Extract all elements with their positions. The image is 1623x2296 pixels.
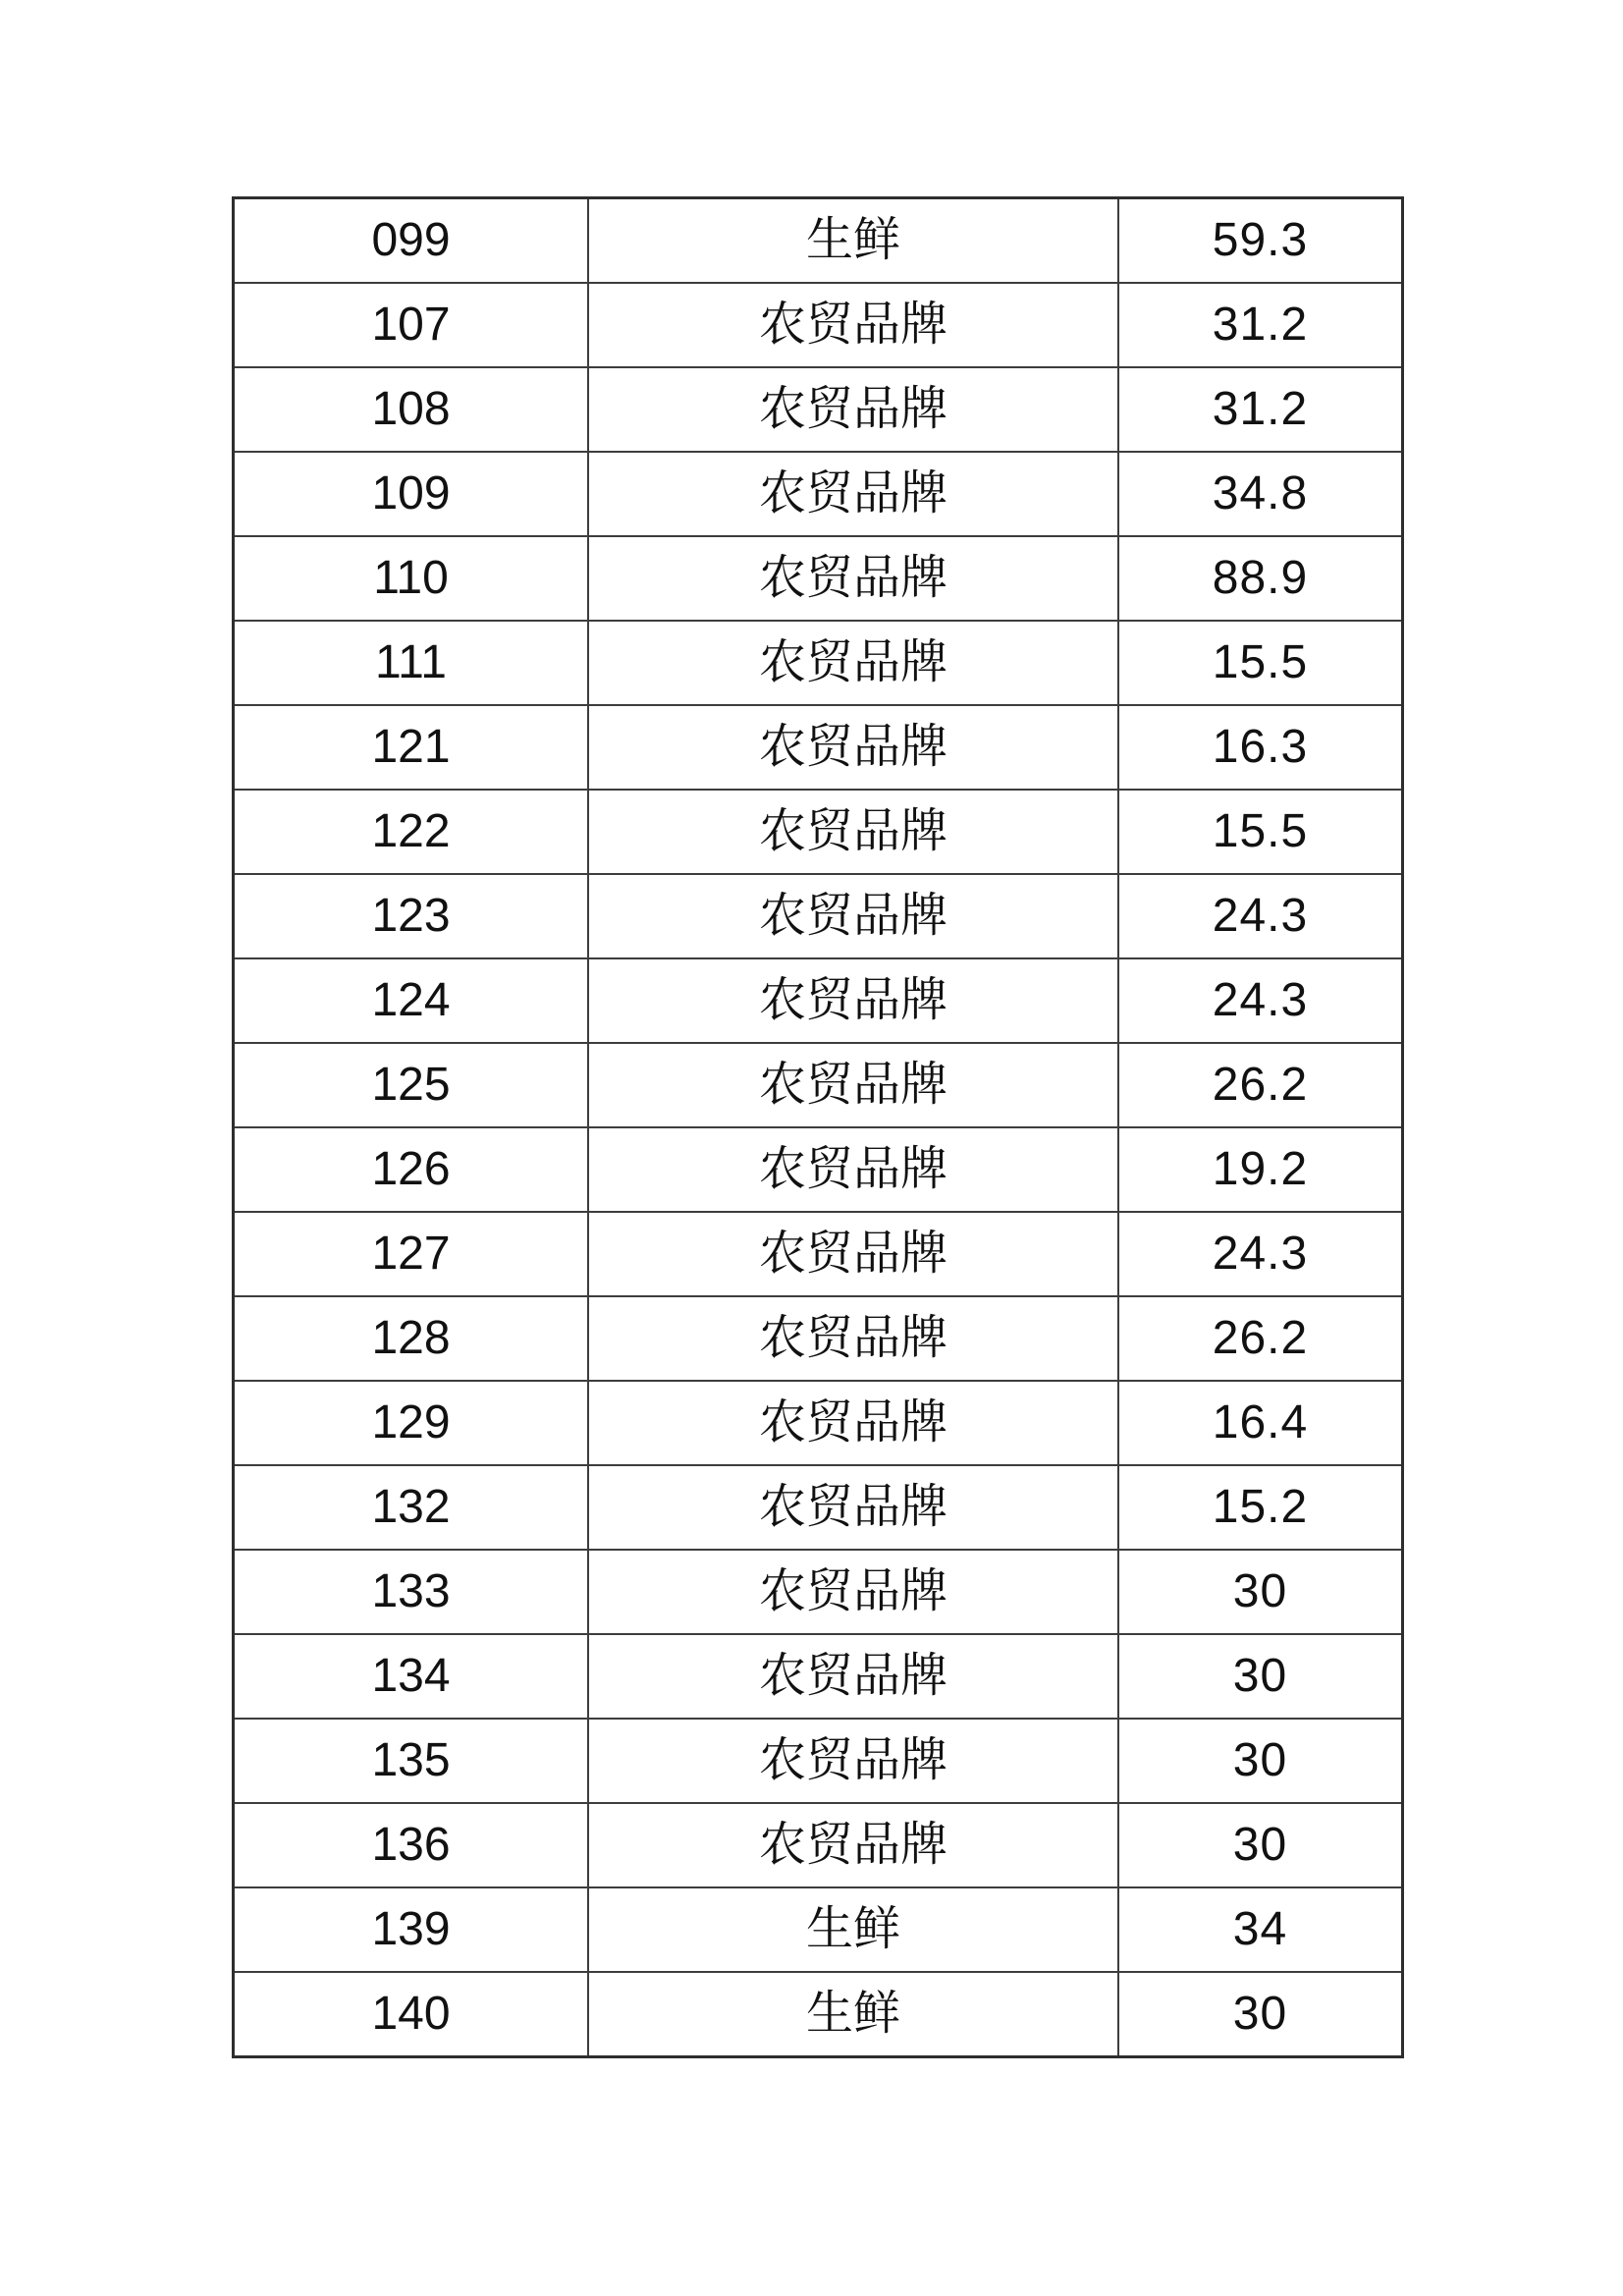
table-row <box>234 1465 1403 1550</box>
cell-value: 16.3 <box>1118 705 1403 790</box>
cell-category: 生鲜 <box>588 198 1118 284</box>
table-row <box>234 1296 1403 1381</box>
cell-category: 农贸品牌 <box>588 1381 1118 1465</box>
cell-category: 农贸品牌 <box>588 958 1118 1043</box>
cell-value: 30 <box>1118 1719 1403 1803</box>
cell-value: 24.3 <box>1118 958 1403 1043</box>
cell-id: 121 <box>234 705 589 790</box>
data-table <box>232 196 1404 2058</box>
cell-id: 124 <box>234 958 589 1043</box>
cell-id: 111 <box>234 621 589 705</box>
cell-id: 127 <box>234 1212 589 1296</box>
cell-value: 31.2 <box>1118 367 1403 452</box>
cell-category: 农贸品牌 <box>588 790 1118 874</box>
table-row <box>234 1127 1403 1212</box>
cell-value: 31.2 <box>1118 283 1403 367</box>
cell-category: 生鲜 <box>588 1887 1118 1972</box>
cell-value: 16.4 <box>1118 1381 1403 1465</box>
cell-id: 110 <box>234 536 589 621</box>
table-row <box>234 1803 1403 1887</box>
cell-value: 30 <box>1118 1634 1403 1719</box>
cell-id: 133 <box>234 1550 589 1634</box>
cell-category: 农贸品牌 <box>588 1212 1118 1296</box>
cell-category: 农贸品牌 <box>588 1296 1118 1381</box>
cell-category: 农贸品牌 <box>588 536 1118 621</box>
cell-id: 132 <box>234 1465 589 1550</box>
cell-category: 农贸品牌 <box>588 1550 1118 1634</box>
cell-id: 122 <box>234 790 589 874</box>
table-row <box>234 958 1403 1043</box>
table-row <box>234 367 1403 452</box>
table-row <box>234 874 1403 958</box>
cell-value: 15.5 <box>1118 790 1403 874</box>
cell-value: 24.3 <box>1118 1212 1403 1296</box>
table-row <box>234 1212 1403 1296</box>
cell-id: 134 <box>234 1634 589 1719</box>
table-row <box>234 1972 1403 2057</box>
cell-value: 34.8 <box>1118 452 1403 536</box>
cell-category: 农贸品牌 <box>588 1719 1118 1803</box>
cell-value: 19.2 <box>1118 1127 1403 1212</box>
table-row <box>234 621 1403 705</box>
cell-value: 24.3 <box>1118 874 1403 958</box>
cell-value: 34 <box>1118 1887 1403 1972</box>
table-row <box>234 790 1403 874</box>
cell-id: 139 <box>234 1887 589 1972</box>
cell-category: 农贸品牌 <box>588 367 1118 452</box>
cell-id: 125 <box>234 1043 589 1127</box>
cell-category: 农贸品牌 <box>588 1803 1118 1887</box>
cell-id: 107 <box>234 283 589 367</box>
cell-value: 15.5 <box>1118 621 1403 705</box>
cell-value: 30 <box>1118 1803 1403 1887</box>
cell-category: 农贸品牌 <box>588 1043 1118 1127</box>
table-row <box>234 536 1403 621</box>
cell-id: 099 <box>234 198 589 284</box>
cell-value: 15.2 <box>1118 1465 1403 1550</box>
table-row <box>234 1550 1403 1634</box>
table-row <box>234 452 1403 536</box>
cell-id: 136 <box>234 1803 589 1887</box>
cell-id: 135 <box>234 1719 589 1803</box>
table-row <box>234 1634 1403 1719</box>
cell-id: 123 <box>234 874 589 958</box>
cell-id: 140 <box>234 1972 589 2057</box>
cell-category: 农贸品牌 <box>588 621 1118 705</box>
cell-category: 农贸品牌 <box>588 874 1118 958</box>
table-row <box>234 1887 1403 1972</box>
cell-value: 88.9 <box>1118 536 1403 621</box>
cell-id: 129 <box>234 1381 589 1465</box>
cell-category: 农贸品牌 <box>588 452 1118 536</box>
table-body <box>234 198 1403 2057</box>
table-row <box>234 283 1403 367</box>
cell-category: 农贸品牌 <box>588 283 1118 367</box>
cell-value: 30 <box>1118 1550 1403 1634</box>
cell-category: 农贸品牌 <box>588 1127 1118 1212</box>
cell-id: 128 <box>234 1296 589 1381</box>
cell-category: 农贸品牌 <box>588 1634 1118 1719</box>
cell-value: 30 <box>1118 1972 1403 2057</box>
cell-category: 农贸品牌 <box>588 705 1118 790</box>
cell-value: 26.2 <box>1118 1043 1403 1127</box>
table-row <box>234 705 1403 790</box>
cell-id: 109 <box>234 452 589 536</box>
table-row <box>234 1043 1403 1127</box>
cell-value: 26.2 <box>1118 1296 1403 1381</box>
cell-id: 108 <box>234 367 589 452</box>
table-row <box>234 1381 1403 1465</box>
cell-id: 126 <box>234 1127 589 1212</box>
cell-category: 农贸品牌 <box>588 1465 1118 1550</box>
cell-category: 生鲜 <box>588 1972 1118 2057</box>
table-row <box>234 1719 1403 1803</box>
table-row <box>234 198 1403 284</box>
cell-value: 59.3 <box>1118 198 1403 284</box>
